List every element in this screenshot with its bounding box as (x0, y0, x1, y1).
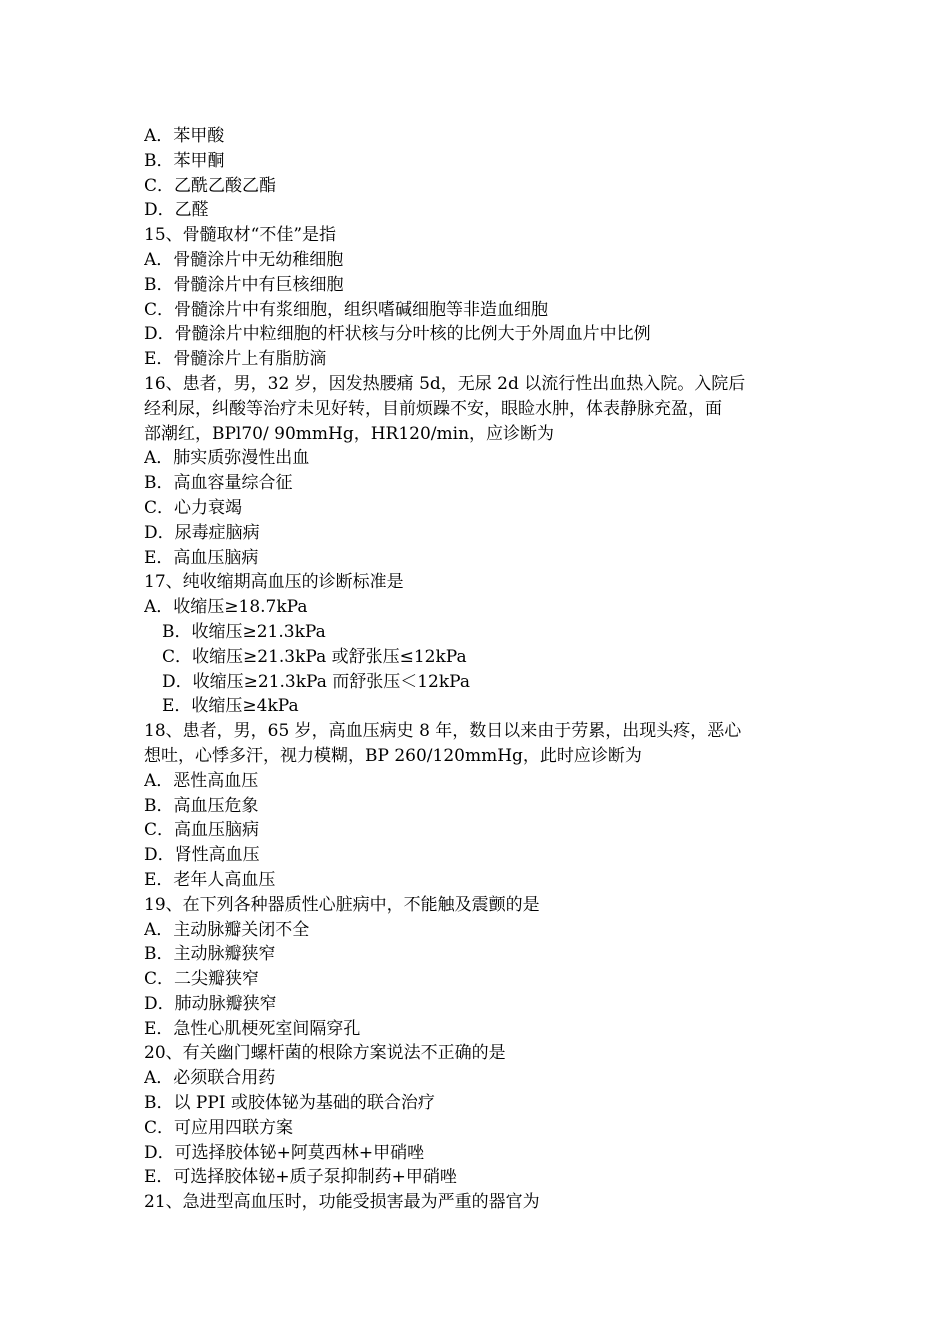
option-line: B．苯甲酮 (144, 150, 225, 171)
document-body (144, 124, 810, 1215)
option-line: C．可应用四联方案 (144, 1117, 294, 1138)
option-line: B．高血容量综合征 (144, 473, 293, 494)
option-line: A．恶性高血压 (144, 770, 259, 791)
question-16-line-2: 经利尿，纠酸等治疗未见好转，目前烦躁不安，眼睑水肿，体表静脉充盈，面 (144, 398, 722, 419)
option-line: A．骨髓涂片中无幼稚细胞 (144, 249, 344, 270)
option-line: C．高血压脑病 (144, 820, 260, 841)
option-line: C．骨髓涂片中有浆细胞，组织嗜碱细胞等非造血细胞 (144, 299, 549, 320)
question-15: 15、骨髓取材“不佳”是指 (144, 225, 337, 246)
option-line: C．二尖瓣狭窄 (144, 969, 260, 990)
option-line: D．可选择胶体铋+阿莫西林+甲硝唑 (144, 1142, 425, 1163)
option-line: C．心力衰竭 (144, 497, 243, 518)
option-line: D．尿毒症脑病 (144, 522, 260, 543)
option-line: D．乙醛 (144, 200, 209, 221)
option-line: D．骨髓涂片中粒细胞的杆状核与分叶核的比例大于外周血片中比例 (144, 324, 651, 345)
question-21: 21、急进型高血压时，功能受损害最为严重的器官为 (144, 1192, 540, 1213)
option-line: E．高血压脑病 (144, 547, 259, 568)
option-line: C．乙酰乙酸乙酯 (144, 175, 277, 196)
option-line: E．骨髓涂片上有脂肪滴 (144, 349, 327, 370)
option-line: D．收缩压≥21.3kPa 而舒张压＜12kPa (162, 671, 470, 692)
question-18-line-2: 想吐，心悸多汗，视力模糊，BP 260/120mmHg，此时应诊断为 (144, 745, 642, 766)
option-line: E．急性心肌梗死室间隔穿孔 (144, 1018, 361, 1039)
option-line: A．肺实质弥漫性出血 (144, 448, 310, 469)
question-17: 17、纯收缩期高血压的诊断标准是 (144, 572, 404, 593)
option-line: B．收缩压≥21.3kPa (162, 621, 326, 642)
question-18-line-1: 18、患者，男，65 岁，高血压病史 8 年，数日以来由于劳累，出现头疼，恶心 (144, 721, 742, 742)
option-line: B．骨髓涂片中有巨核细胞 (144, 274, 344, 295)
option-line: B．高血压危象 (144, 795, 259, 816)
option-line: A．收缩压≥18.7kPa (144, 597, 308, 618)
option-line: C．收缩压≥21.3kPa 或舒张压≤12kPa (162, 646, 467, 667)
question-20: 20、有关幽门螺杆菌的根除方案说法不正确的是 (144, 1043, 506, 1064)
option-line: E．收缩压≥4kPa (162, 696, 299, 717)
option-line: A．苯甲酸 (144, 126, 225, 146)
question-16-line-3: 部潮红，BPl70/ 90mmHg，HR120/min，应诊断为 (144, 423, 555, 444)
question-19: 19、在下列各种器质性心脏病中，不能触及震颤的是 (144, 894, 540, 915)
option-line: B．以 PPI 或胶体铋为基础的联合治疗 (144, 1093, 435, 1114)
option-line: E．老年人高血压 (144, 869, 276, 890)
option-line: D．肾性高血压 (144, 845, 260, 866)
option-line: E．可选择胶体铋+质子泵抑制药+甲硝唑 (144, 1167, 457, 1188)
question-16-line-1: 16、患者，男，32 岁，因发热腰痛 5d，无尿 2d 以流行性出血热入院。入院后 (144, 373, 746, 394)
option-line: A．主动脉瓣关闭不全 (144, 919, 310, 940)
option-line: D．肺动脉瓣狭窄 (144, 993, 277, 1014)
option-line: B．主动脉瓣狭窄 (144, 944, 276, 965)
option-line: A．必须联合用药 (144, 1068, 276, 1089)
